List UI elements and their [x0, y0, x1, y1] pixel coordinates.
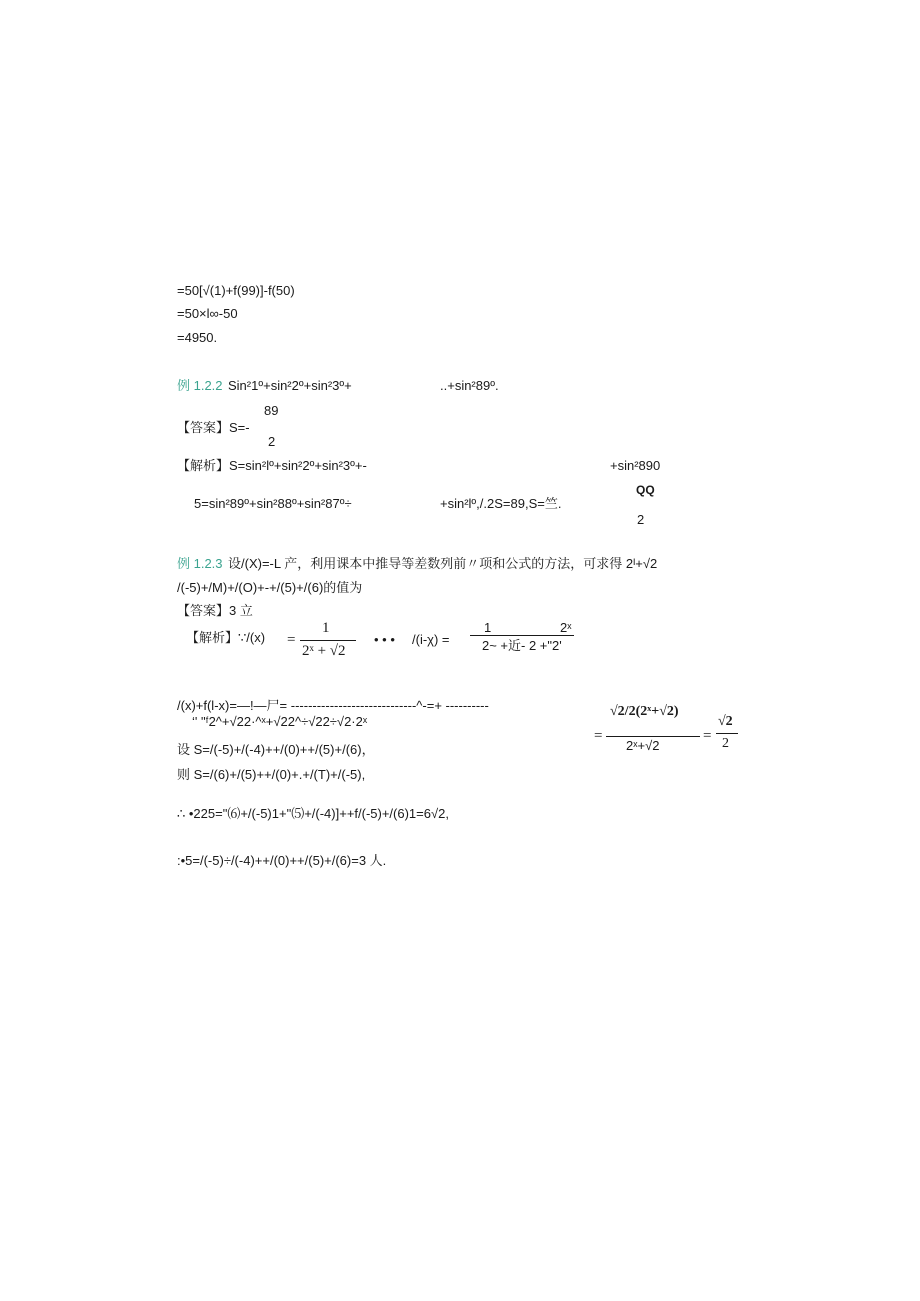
analysis-122: 【解析】S=sin²lº+sin²2º+sin²3º+- [177, 458, 367, 473]
analysis-122-line2-end: +sin²lº,/.2S=89,S=竺. [440, 496, 562, 511]
calc-line-2: =50×l∞-50 [177, 306, 238, 321]
s-definition: 设 S=/(-5)+/(-4)++/(0)++/(5)+/(6)， [177, 742, 375, 757]
qq-mark: QQ [636, 483, 655, 497]
result-equals: = [594, 728, 603, 744]
example-label-122: 例 1.2.2 [177, 378, 223, 393]
answer-122: 【答案】S=- [177, 420, 250, 435]
s-final: :•5=/(-5)÷/(-4)++/(0)++/(5)+/(6)=3 人. [177, 853, 387, 868]
sum-subline: ‘' "ᶠ2^+√22·^ˣ+√22^÷√22÷√2·2ˣ [192, 714, 368, 729]
answer-123: 【答案】3 立 [177, 603, 253, 618]
result-value-denominator: 2 [722, 736, 729, 751]
result-equals-2: = [703, 728, 712, 744]
calc-line-3: =4950. [177, 330, 218, 345]
example-123-statement-2: /(-5)+/M)+/(O)+-+/(5)+/(6)的值为 [177, 580, 363, 595]
analysis-122-line2: 5=sin²89º+sin²88º+sin²87º÷ [194, 496, 352, 511]
result-value-numerator: √2 [718, 714, 733, 729]
example-122-expression: Sin²1º+sin²2º+sin²3º+ [228, 378, 352, 393]
fx-numerator: 1 [322, 620, 330, 636]
equals-sign: = [287, 632, 296, 648]
analysis-122-end: +sin²890 [610, 458, 661, 473]
s-reversed: 则 S=/(6)+/(5)++/(0)+.+/(T)+/(-5), [177, 767, 366, 782]
example-123-statement: 设/(X)=-L 产，利用课本中推导等差数列前〃项和公式的方法，可求得 2ᴵ+√2 [228, 556, 658, 571]
analysis-123: 【解析】∵/(x) [186, 630, 266, 645]
example-label-123: 例 1.2.3 [177, 556, 223, 571]
fix-denominator: 2~ +近- 2 +"2' [482, 638, 562, 653]
f-one-minus-x: /(i-χ) = [412, 632, 450, 647]
sum-line: /(x)+f(l-x)=—!—尸= -----------------------------^-=+ ---------- [177, 698, 489, 713]
answer-numerator: 89 [264, 403, 279, 418]
fix-numerator-1: 1 [484, 620, 492, 635]
fx-denominator: 2ˣ + √2 [302, 643, 346, 659]
s-doubled: ∴ •225="⑹+/(-5)1+"⑸+/(-4)]++f/(-5)+/(6)1=6√2, [177, 806, 449, 821]
fix-numerator-2: 2ˣ [560, 620, 572, 635]
ellipsis-dots: • • • [374, 632, 395, 647]
qq-denominator: 2 [637, 512, 645, 527]
calc-line-1: =50[√(1)+f(99)]-f(50) [177, 283, 295, 298]
result-numerator: √2/2(2ˣ+√2) [610, 704, 679, 719]
result-denominator: 2ˣ+√2 [626, 738, 660, 753]
example-122-expression-end: ..+sin²89º. [440, 378, 499, 393]
answer-denominator: 2 [268, 434, 276, 449]
